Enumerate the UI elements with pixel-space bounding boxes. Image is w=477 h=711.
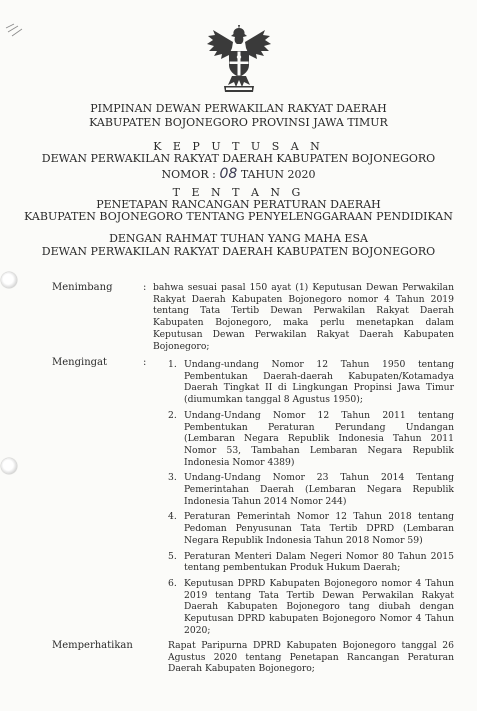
nomor-line bbox=[0, 168, 477, 181]
subject-line-1: PENETAPAN RANCANGAN PERATURAN DAERAH bbox=[96, 198, 381, 211]
list-number: 2. bbox=[168, 409, 177, 421]
list-number: 4. bbox=[168, 511, 177, 523]
punch-hole-bottom bbox=[1, 458, 17, 474]
nomor-handwritten-value: 08 bbox=[219, 166, 238, 182]
mengingat-label: Mengingat bbox=[52, 357, 108, 368]
tentang-heading: T E N T A N G bbox=[172, 186, 305, 199]
list-number: 5. bbox=[168, 550, 177, 562]
tahun-label: TAHUN 2020 bbox=[237, 168, 316, 181]
list-number: 1. bbox=[168, 359, 177, 370]
subject-line-2: KABUPATEN BOJONEGORO TENTANG PENYELENGGARAAN PENDIDIKAN bbox=[24, 210, 453, 223]
rahmat-line-2: DEWAN PERWAKILAN RAKYAT DAERAH KABUPATEN BOJONEGORO bbox=[41, 245, 436, 258]
list-item bbox=[168, 359, 454, 406]
list-item bbox=[168, 410, 454, 469]
list-number: 6. bbox=[168, 577, 177, 589]
memperhatikan-text: Rapat Paripurna DPRD Kabupaten Bojonegoro tanggal 26 Agustus 2020 tentang Penetapan Rancangan Peraturan Daerah Kabupaten Bojonegoro; bbox=[168, 640, 454, 675]
institution-line-2: KABUPATEN BOJONEGORO PROVINSI JAWA TIMUR bbox=[89, 116, 388, 129]
punch-hole-top bbox=[1, 272, 17, 288]
menimbang-colon: : bbox=[143, 282, 147, 293]
document-type: K E P U T U S A N bbox=[153, 140, 324, 153]
list-text: Keputusan DPRD Kabupaten Bojonegoro nomor 4 Tahun 2019 tentang Tata Tertib Dewan Perwakilan Rakyat Daerah Kabupaten Bojonegoro tang diubah dengan Keputusan DPRD kabupaten Bojonegoro Nomor 4 Tahun 2020; bbox=[184, 577, 454, 636]
list-item bbox=[168, 578, 454, 637]
list-text: Undang-Undang Nomor 23 Tahun 2014 Tentang Pemerintahan Daerah (Lembaran Negara Republik Indonesia Tahun 2014 Nomor 244) bbox=[184, 472, 454, 507]
list-text: Peraturan Menteri Dalam Negeri Nomor 80 Tahun 2015 tentang pembentukan Produk Hukum Daerah; bbox=[184, 550, 454, 574]
list-text: Peraturan Pemerintah Nomor 12 Tahun 2018 tentang Pedoman Penyusunan Tata Tertib DPRD (Lembaran Negara Republik Indonesia Tahun 2018 Nomor 59) bbox=[184, 511, 454, 546]
list-text: Undang-undang Nomor 12 Tahun 1950 tentang Pembentukan Daerah-daerah Kabupaten/Kotamadya Daerah Tingkat II di Lingkungan Propinsi Jawa Timur (diumumkan tanggal 8 Agustus 1950); bbox=[184, 359, 454, 406]
menimbang-text: bahwa sesuai pasal 150 ayat (1) Keputusan Dewan Perwakilan Rakyat Daerah Kabupaten Bojonegoro nomor 4 Tahun 2019 tentang Tata Tertib Dewan Perwakilan Rakyat Daerah Kabupaten Bojonegoro, maka perlu menetapkan dalam Keputusan Dewan Perwakilan Rakyat Daerah Kabupaten Bojonegoro; bbox=[153, 282, 454, 352]
institution-line-1: PIMPINAN DEWAN PERWAKILAN RAKYAT DAERAH bbox=[90, 102, 387, 115]
list-item bbox=[168, 472, 454, 507]
issuer-line: DEWAN PERWAKILAN RAKYAT DAERAH KABUPATEN BOJONEGORO bbox=[41, 152, 436, 165]
garuda-emblem-icon bbox=[204, 22, 274, 94]
pen-mark bbox=[4, 18, 36, 38]
list-item bbox=[168, 551, 454, 574]
list-number: 3. bbox=[168, 472, 177, 484]
memperhatikan-label: Memperhatikan bbox=[52, 640, 133, 651]
mengingat-list bbox=[168, 359, 454, 640]
rahmat-line-1: DENGAN RAHMAT TUHAN YANG MAHA ESA bbox=[109, 232, 368, 245]
mengingat-colon: : bbox=[143, 357, 147, 368]
nomor-label: NOMOR : bbox=[161, 168, 220, 181]
list-text: Undang-Undang Nomor 12 Tahun 2011 tentang Pembentukan Peraturan Perundang Undangan (Lembaran Negara Republik Indonesia Tahun 2011 Nomor 53, Tambahan Lembaran Negara Republik Indonesia Nomor 4389) bbox=[184, 409, 454, 468]
list-item bbox=[168, 511, 454, 546]
menimbang-label: Menimbang bbox=[52, 282, 113, 293]
